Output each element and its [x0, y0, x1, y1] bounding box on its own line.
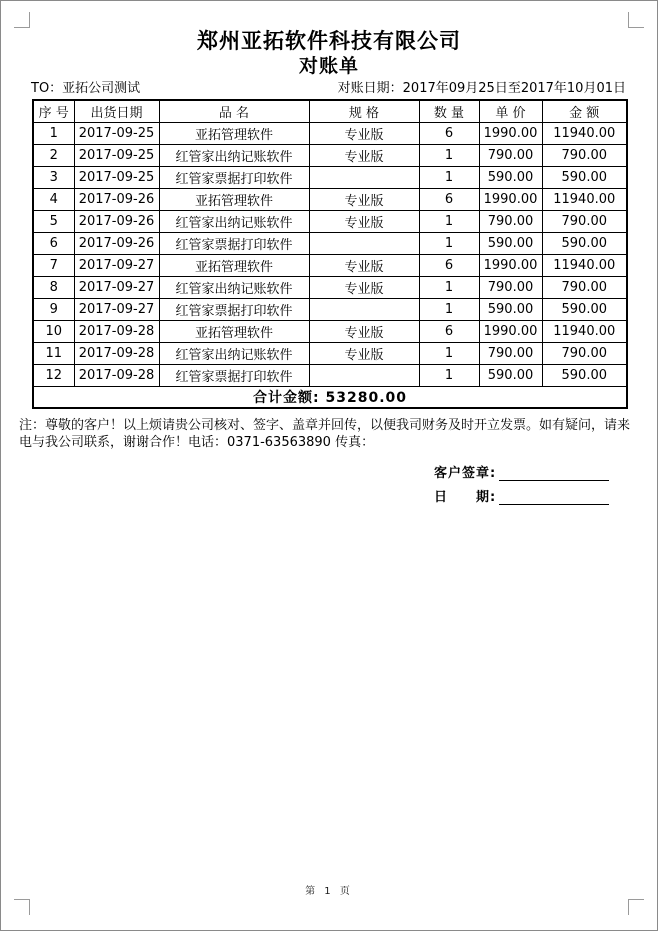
cell-unit-price: 1990.00: [479, 122, 542, 144]
cell-spec: 专业版: [309, 144, 419, 166]
text-boundary-mark-bottom-right: [628, 899, 644, 915]
cell-amount: 11940.00: [542, 254, 627, 276]
note-line-1: 注：尊敬的客户！以上烦请贵公司核对、签字、盖章并回传，以便我司财务及时开立发票。如有疑问，请来: [19, 418, 631, 433]
cell-spec: 专业版: [309, 188, 419, 210]
cell-product-name: 亚拓管理软件: [159, 254, 309, 276]
cell-unit-price: 790.00: [479, 144, 542, 166]
cell-amount: 590.00: [542, 298, 627, 320]
cell-ship-date: 2017-09-27: [74, 298, 159, 320]
cell-amount: 11940.00: [542, 188, 627, 210]
cell-quantity: 1: [419, 276, 479, 298]
cell-ship-date: 2017-09-28: [74, 364, 159, 386]
cell-index: 1: [33, 122, 74, 144]
table-row: [33, 298, 627, 320]
column-header-index: 序 号: [33, 100, 74, 122]
cell-product-name: 红管家票据打印软件: [159, 364, 309, 386]
cell-product-name: 红管家票据打印软件: [159, 298, 309, 320]
cell-amount: 590.00: [542, 232, 627, 254]
column-header-ship-date: 出货日期: [74, 100, 159, 122]
cell-product-name: 红管家出纳记账软件: [159, 144, 309, 166]
note-text: [19, 417, 645, 451]
cell-amount: 11940.00: [542, 122, 627, 144]
cell-spec: 专业版: [309, 320, 419, 342]
cell-ship-date: 2017-09-25: [74, 166, 159, 188]
text-boundary-mark-top-left: [14, 12, 30, 28]
cell-unit-price: 590.00: [479, 364, 542, 386]
cell-product-name: 亚拓管理软件: [159, 122, 309, 144]
column-header-unit-price: 单 价: [479, 100, 542, 122]
cell-product-name: 红管家出纳记账软件: [159, 276, 309, 298]
cell-index: 9: [33, 298, 74, 320]
text-boundary-mark-bottom-left: [14, 899, 30, 915]
cell-quantity: 1: [419, 364, 479, 386]
cell-ship-date: 2017-09-26: [74, 210, 159, 232]
column-header-quantity: 数 量: [419, 100, 479, 122]
cell-ship-date: 2017-09-28: [74, 342, 159, 364]
cell-ship-date: 2017-09-27: [74, 276, 159, 298]
date-row: [434, 486, 657, 504]
cell-unit-price: 790.00: [479, 342, 542, 364]
cell-amount: 790.00: [542, 144, 627, 166]
cell-unit-price: 1990.00: [479, 188, 542, 210]
note-line-2: 电与我公司联系，谢谢合作！电话：0371-63563890 传真：: [19, 435, 375, 450]
cell-quantity: 6: [419, 254, 479, 276]
cell-unit-price: 790.00: [479, 276, 542, 298]
cell-unit-price: 1990.00: [479, 320, 542, 342]
table-row: [33, 364, 627, 386]
text-boundary-mark-top-right: [628, 12, 644, 28]
table-row: [33, 210, 627, 232]
table-row: [33, 232, 627, 254]
total-row: [33, 386, 627, 408]
cell-ship-date: 2017-09-27: [74, 254, 159, 276]
cell-amount: 590.00: [542, 364, 627, 386]
cell-index: 6: [33, 232, 74, 254]
cell-quantity: 1: [419, 210, 479, 232]
table-row: [33, 320, 627, 342]
total-value: 53280.00: [325, 389, 407, 406]
document-title: 对账单: [298, 55, 359, 77]
cell-unit-price: 590.00: [479, 298, 542, 320]
cell-amount: 790.00: [542, 342, 627, 364]
cell-index: 5: [33, 210, 74, 232]
statement-table: [32, 99, 628, 409]
cell-amount: 790.00: [542, 210, 627, 232]
table-body: [33, 122, 627, 386]
customer-seal-line: [499, 467, 609, 481]
customer-seal-label: 客户签章:: [434, 466, 497, 481]
date-line: [499, 491, 609, 505]
date-range-line: 对账日期：2017年09月25日至2017年10月01日: [337, 81, 626, 96]
cell-quantity: 1: [419, 342, 479, 364]
table-row: [33, 254, 627, 276]
cell-quantity: 1: [419, 298, 479, 320]
table-row: [33, 166, 627, 188]
cell-spec: 专业版: [309, 276, 419, 298]
cell-ship-date: 2017-09-26: [74, 232, 159, 254]
cell-quantity: 1: [419, 232, 479, 254]
cell-spec: 专业版: [309, 254, 419, 276]
info-line: [31, 81, 626, 97]
cell-index: 4: [33, 188, 74, 210]
company-name: 郑州亚拓软件科技有限公司: [197, 29, 461, 53]
table-row: [33, 144, 627, 166]
cell-unit-price: 590.00: [479, 232, 542, 254]
cell-spec: [309, 232, 419, 254]
cell-spec: 专业版: [309, 122, 419, 144]
customer-seal-row: [434, 462, 657, 480]
cell-spec: 专业版: [309, 210, 419, 232]
cell-index: 11: [33, 342, 74, 364]
column-header-product-name: 品 名: [159, 100, 309, 122]
cell-ship-date: 2017-09-25: [74, 144, 159, 166]
total-label: 合计金额:: [253, 389, 320, 406]
cell-spec: [309, 298, 419, 320]
cell-quantity: 6: [419, 188, 479, 210]
table-row: [33, 188, 627, 210]
column-header-amount: 金 额: [542, 100, 627, 122]
cell-index: 10: [33, 320, 74, 342]
cell-quantity: 1: [419, 144, 479, 166]
table-row: [33, 122, 627, 144]
cell-quantity: 1: [419, 166, 479, 188]
cell-product-name: 红管家出纳记账软件: [159, 210, 309, 232]
cell-unit-price: 1990.00: [479, 254, 542, 276]
table-row: [33, 276, 627, 298]
cell-amount: 590.00: [542, 166, 627, 188]
cell-product-name: 红管家出纳记账软件: [159, 342, 309, 364]
cell-product-name: 亚拓管理软件: [159, 320, 309, 342]
cell-index: 12: [33, 364, 74, 386]
cell-ship-date: 2017-09-26: [74, 188, 159, 210]
cell-index: 3: [33, 166, 74, 188]
cell-amount: 11940.00: [542, 320, 627, 342]
cell-ship-date: 2017-09-28: [74, 320, 159, 342]
cell-unit-price: 590.00: [479, 166, 542, 188]
cell-ship-date: 2017-09-25: [74, 122, 159, 144]
cell-spec: [309, 364, 419, 386]
cell-spec: 专业版: [309, 342, 419, 364]
cell-amount: 790.00: [542, 276, 627, 298]
cell-index: 2: [33, 144, 74, 166]
cell-spec: [309, 166, 419, 188]
cell-product-name: 亚拓管理软件: [159, 188, 309, 210]
cell-product-name: 红管家票据打印软件: [159, 232, 309, 254]
table-row: [33, 342, 627, 364]
cell-index: 8: [33, 276, 74, 298]
cell-quantity: 6: [419, 320, 479, 342]
column-header-spec: 规 格: [309, 100, 419, 122]
cell-index: 7: [33, 254, 74, 276]
total-cell: [33, 386, 627, 408]
table-header-row: [33, 100, 627, 122]
page-number: 第 1 页: [305, 886, 353, 897]
cell-product-name: 红管家票据打印软件: [159, 166, 309, 188]
cell-unit-price: 790.00: [479, 210, 542, 232]
cell-quantity: 6: [419, 122, 479, 144]
recipient-line: TO：亚拓公司测试: [31, 81, 141, 96]
signature-block: [434, 462, 657, 504]
date-label: 日 期:: [434, 490, 497, 505]
